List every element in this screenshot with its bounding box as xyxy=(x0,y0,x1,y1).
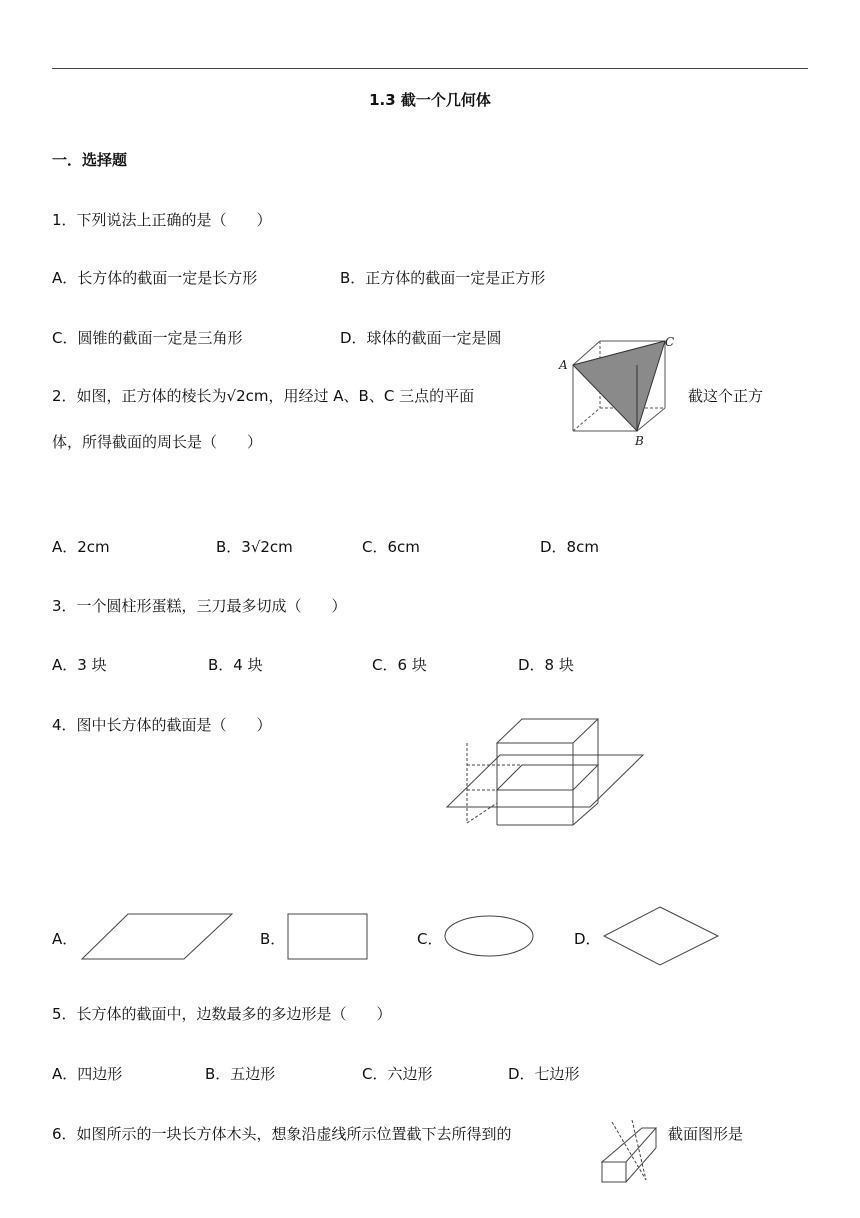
q3-option-b: B．4 块 xyxy=(208,656,263,674)
q4-option-c-ellipse xyxy=(443,914,535,960)
q4-option-a-parallelogram xyxy=(80,912,235,962)
q2-option-a: A．2cm xyxy=(52,538,110,556)
q1-option-d: D．球体的截面一定是圆 xyxy=(340,329,502,347)
q3-stem: 3．一个圆柱形蛋糕，三刀最多切成（ ） xyxy=(52,597,347,615)
q4-option-a-label: A． xyxy=(52,930,78,948)
cuboid-plane-figure xyxy=(445,715,645,830)
q4-option-b-rectangle xyxy=(287,912,369,962)
q2-option-b: B．3√2cm xyxy=(216,538,293,556)
q1-option-c: C．圆锥的截面一定是三角形 xyxy=(52,329,243,347)
q2-stem-b: cm，用经过 A、B、C 三点的平面 xyxy=(245,387,475,405)
q2-option-d: D．8cm xyxy=(540,538,599,556)
q5-stem: 5．长方体的截面中，边数最多的多边形是（ ） xyxy=(52,1005,392,1023)
q2-stem-a: 2．如图，正方体的棱长为 xyxy=(52,387,227,405)
q5-option-a: A．四边形 xyxy=(52,1065,123,1083)
section-heading: 一．选择题 xyxy=(52,151,128,169)
q5-option-c: C．六边形 xyxy=(362,1065,433,1083)
label-a: A xyxy=(559,358,568,372)
cube-section-figure xyxy=(555,333,680,448)
label-c: C xyxy=(665,335,675,349)
q3-option-c: C．6 块 xyxy=(372,656,427,674)
q3-option-d: D．8 块 xyxy=(518,656,574,674)
q4-option-c-label: C． xyxy=(417,930,443,948)
q3-option-a: A．3 块 xyxy=(52,656,107,674)
q4-stem: 4．图中长方体的截面是（ ） xyxy=(52,716,272,734)
q2-option-c: C．6cm xyxy=(362,538,420,556)
q1-stem: 1．下列说法上正确的是（ ） xyxy=(52,211,272,229)
q5-option-d: D．七边形 xyxy=(508,1065,580,1083)
q1-option-a: A．长方体的截面一定是长方形 xyxy=(52,269,258,287)
wood-block-figure xyxy=(598,1118,660,1186)
q2-sqrt: √2 xyxy=(226,387,246,405)
q4-option-d-label: D． xyxy=(574,930,601,948)
q4-option-d-rhombus xyxy=(602,905,722,969)
q2-stem-d: 体，所得截面的周长是（ ） xyxy=(52,433,263,451)
page-title: 1.3 截一个几何体 xyxy=(369,91,491,109)
q6-stem-b: 截面图形是 xyxy=(668,1125,744,1143)
q5-option-b: B．五边形 xyxy=(205,1065,276,1083)
q2-stem-line1 xyxy=(52,386,474,406)
q4-option-b-label: B． xyxy=(260,930,286,948)
q6-stem-a: 6．如图所示的一块长方体木头，想象沿虚线所示位置截下去所得到的 xyxy=(52,1125,512,1143)
label-b: B xyxy=(635,434,644,448)
header-rule xyxy=(52,68,808,69)
q2-stem-c: 截这个正方 xyxy=(688,387,764,405)
q1-option-b: B．正方体的截面一定是正方形 xyxy=(340,269,546,287)
